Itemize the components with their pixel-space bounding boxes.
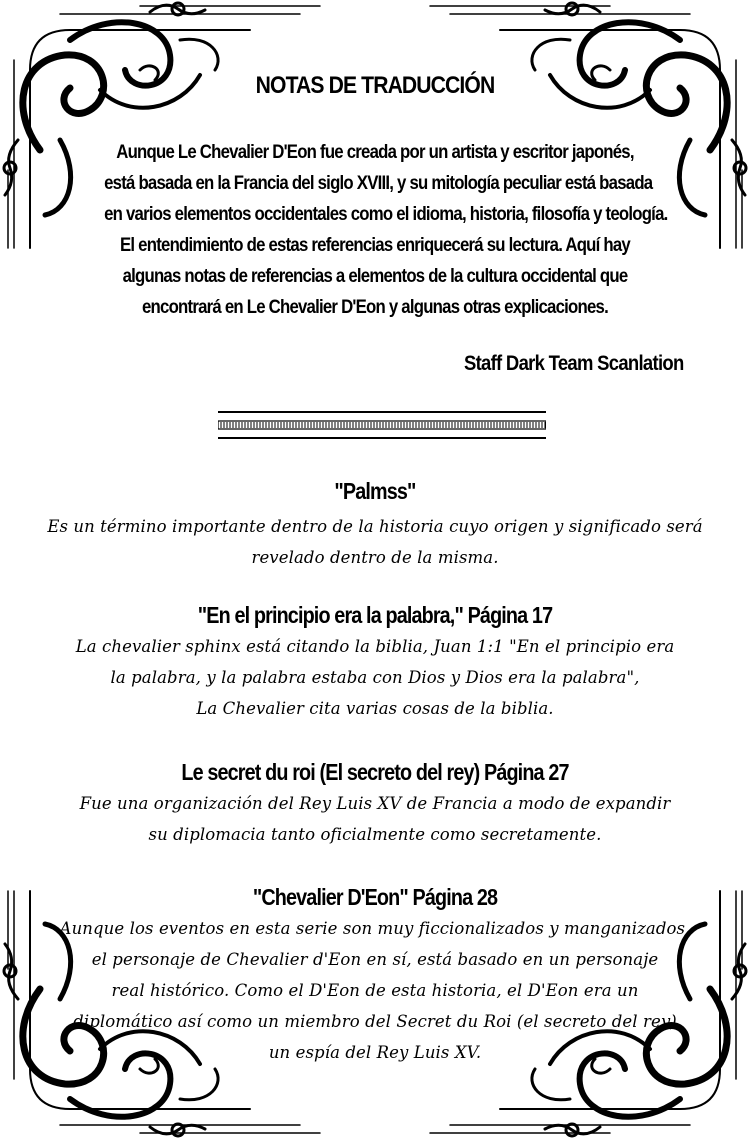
intro-line: El entendimiento de estas referencias enriquecerá su lectura. Aquí hay [119, 234, 630, 256]
intro-line: algunas notas de referencias a elementos de la cultura occidental que [122, 265, 628, 287]
note-heading: "Palmss" [334, 478, 416, 504]
note-body [0, 913, 750, 1068]
page-title: NOTAS DE TRADUCCIÓN [255, 72, 495, 99]
note-line: revelado dentro de la misma. [251, 548, 499, 567]
note-body [0, 788, 750, 850]
intro-paragraph [60, 137, 690, 323]
note-line: su diplomacia tanto oficialmente como secretamente. [148, 825, 602, 844]
intro-line: está basada en la Francia del siglo XVIII, y su mitología peculiar está basada [104, 172, 653, 194]
note-line: la palabra, y la palabra estaba con Dios y Dios era la palabra", [110, 668, 640, 687]
note-palmss [0, 478, 750, 573]
note-line: un espía del Rey Luis XV. [268, 1043, 482, 1062]
intro-line: encontrará en Le Chevalier D'Eon y algunas otras explicaciones. [142, 296, 608, 318]
note-line: el personaje de Chevalier d'Eon en sí, está basado en un personaje [91, 950, 659, 969]
note-heading: Le secret du roi (El secreto del rey) Página 27 [181, 759, 569, 785]
note-line: La chevalier sphinx está citando la biblia, Juan 1:1 "En el principio era [75, 637, 675, 656]
note-line: real histórico. Como el D'Eon de esta historia, el D'Eon era un [111, 981, 639, 1000]
note-heading: "Chevalier D'Eon" Página 28 [252, 884, 498, 910]
note-chevalier-deon [0, 884, 750, 1068]
note-line: Aunque los eventos en esta serie son muy ficcionalizados y manganizados, [59, 919, 691, 938]
note-body [0, 631, 750, 724]
note-principio [0, 602, 750, 724]
note-body [0, 511, 750, 573]
note-secret-du-roi [0, 759, 750, 850]
note-line: Fue una organización del Rey Luis XV de Francia a modo de expandir [79, 794, 671, 813]
note-line: La Chevalier cita varias cosas de la biblia. [196, 699, 554, 718]
note-line: diplomático así como un miembro del Secret du Roi (el secreto del rey) [73, 1012, 677, 1031]
note-heading: "En el principio era la palabra," Página 17 [197, 602, 553, 628]
intro-line: Aunque Le Chevalier D'Eon fue creada por un artista y escritor japonés, [116, 141, 634, 163]
note-line: Es un término importante dentro de la historia cuyo origen y significado será [47, 517, 703, 536]
signature: Staff Dark Team Scanlation [464, 352, 684, 375]
section-divider [218, 410, 546, 440]
intro-line: en varios elementos occidentales como el idioma, historia, filosofía y teología. [104, 203, 668, 225]
